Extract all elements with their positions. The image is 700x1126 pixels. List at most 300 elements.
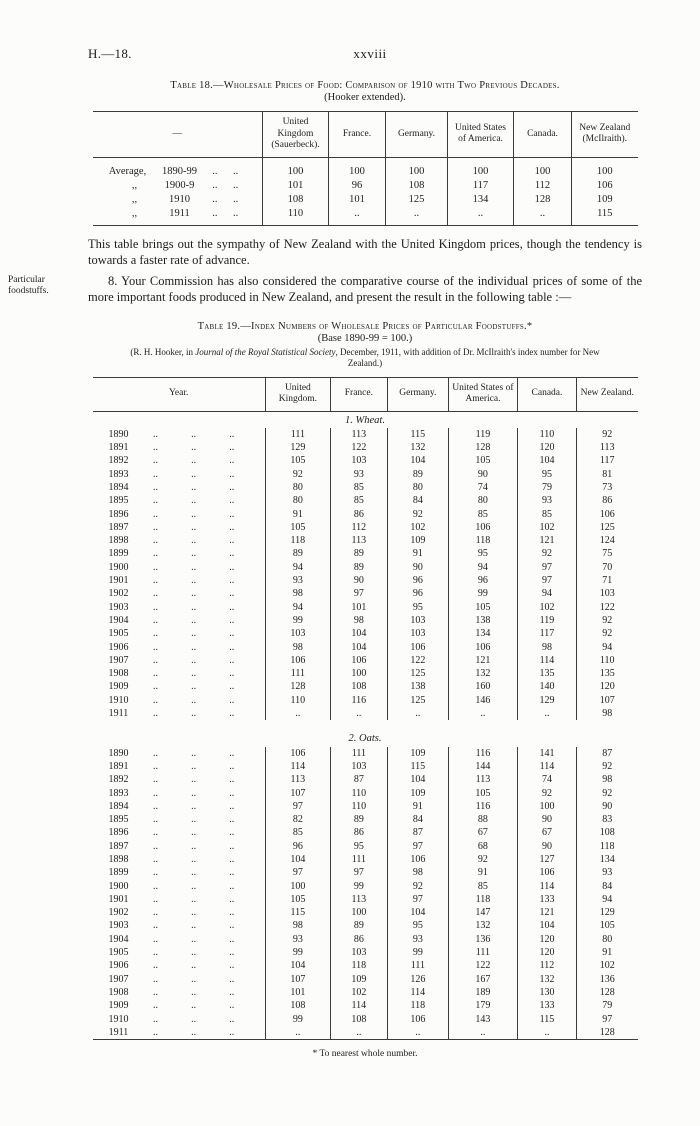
dot-leader: .. [229,601,235,613]
value-cell: .. [387,1026,448,1040]
value-cell: 167 [448,973,517,986]
value-cell: 117 [517,627,576,640]
value-cell: 100 [263,157,329,179]
year-label: 1896 [108,827,129,839]
value-cell: 94 [265,561,330,574]
dot-leader: .. [229,455,235,467]
value-cell: 85 [517,508,576,521]
dot-leader: .. [229,920,235,932]
value-cell: 105 [265,893,330,906]
table19-row [93,667,638,680]
dot-leader: .. [153,933,159,945]
value-cell: 95 [448,547,517,560]
year-cell [93,919,265,932]
value-cell: 146 [448,694,517,707]
value-cell: 106 [265,654,330,667]
table19-row [93,853,638,866]
value-cell: 109 [330,973,387,986]
value-cell: 110 [517,428,576,441]
dot-leader: .. [153,508,159,520]
value-cell: 86 [330,826,387,839]
value-cell: 84 [387,494,448,507]
year-cell [93,707,265,720]
year-label: 1908 [108,986,129,998]
value-cell: 108 [386,179,448,193]
value-cell: 79 [576,999,637,1012]
dot-leader: .. [191,867,197,879]
dot-leader: .. [191,508,197,520]
value-cell: 120 [517,441,576,454]
dot-leader: .. [153,814,159,826]
year-label: 1909 [108,681,129,693]
dot-leader: .. [153,535,159,547]
year-cell [93,454,265,467]
value-cell: 134 [576,853,637,866]
value-cell: 113 [448,773,517,786]
value-cell: 98 [265,641,330,654]
year-cell [93,521,265,534]
value-cell: 99 [387,946,448,959]
value-cell: 104 [387,454,448,467]
row-label-prefix: Average, [108,165,147,177]
value-cell: 101 [263,179,329,193]
dot-leader: .. [229,588,235,600]
table19-row [93,1026,638,1040]
year-cell [93,893,265,906]
value-cell: 99 [265,614,330,627]
dot-leader: .. [153,760,159,772]
value-cell: 121 [517,906,576,919]
year-label: 1891 [108,442,129,454]
dot-leader: .. [191,760,197,772]
dot-leader: .. [153,708,159,720]
value-cell: 122 [576,601,637,614]
dot-leader: .. [229,681,235,693]
table18-row [93,207,638,226]
dot-leader: .. [191,428,197,440]
dot-leader: .. [153,973,159,985]
dot-leader: .. [153,920,159,932]
value-cell: 116 [448,747,517,760]
value-cell: 98 [517,641,576,654]
dot-leader: .. [212,165,218,177]
dot-leader: .. [153,880,159,892]
year-cell [93,654,265,667]
dot-leader: .. [229,561,235,573]
value-cell: 118 [576,840,637,853]
year-label: 1905 [108,628,129,640]
paragraph-table18-comment: This table brings out the sympathy of New Zealand with the United Kingdom prices, though the tendency is towards a faster rate of advance. [88,236,642,267]
dot-leader: .. [191,708,197,720]
dot-leader: .. [229,521,235,533]
value-cell: 112 [330,521,387,534]
value-cell: 91 [576,946,637,959]
year-label: 1896 [108,508,129,520]
dot-leader: .. [229,575,235,587]
row-label-period: 1900-9 [164,179,195,191]
value-cell: 112 [517,959,576,972]
dot-leader: .. [229,893,235,905]
year-cell [93,826,265,839]
value-cell: 84 [576,880,637,893]
dot-leader: .. [229,880,235,892]
value-cell: .. [387,707,448,720]
value-cell: 67 [517,826,576,839]
value-cell: 132 [387,441,448,454]
row-label-prefix: ,, [131,179,138,191]
value-cell: 114 [387,986,448,999]
table19-row [93,481,638,494]
value-cell: 93 [387,933,448,946]
year-cell [93,694,265,707]
value-cell: 100 [517,800,576,813]
value-cell: 140 [517,680,576,693]
value-cell: 120 [517,933,576,946]
value-cell: 80 [576,933,637,946]
table18-row [93,157,638,179]
dot-leader: .. [153,601,159,613]
value-cell: 102 [517,601,576,614]
value-cell: 80 [387,481,448,494]
value-cell: 95 [517,468,576,481]
dot-leader: .. [212,207,218,219]
year-cell [93,813,265,826]
value-cell: 108 [576,826,637,839]
value-cell: 113 [576,441,637,454]
year-label: 1900 [108,561,129,573]
value-cell: 93 [265,933,330,946]
value-cell: 114 [517,654,576,667]
year-cell [93,760,265,773]
dot-leader: .. [229,800,235,812]
value-cell: 114 [517,760,576,773]
dot-leader: .. [191,668,197,680]
dot-leader: .. [153,575,159,587]
table19-row [93,707,638,720]
value-cell: 108 [263,193,329,207]
value-cell: 98 [387,866,448,879]
table19-row [93,508,638,521]
value-cell: 94 [576,641,637,654]
dot-leader: .. [153,867,159,879]
value-cell: 119 [517,614,576,627]
value-cell: .. [448,207,514,226]
dot-leader: .. [153,614,159,626]
value-cell: 105 [448,454,517,467]
dot-leader: .. [229,668,235,680]
dot-leader: .. [191,455,197,467]
dot-leader: .. [191,495,197,507]
year-label: 1890 [108,428,129,440]
dot-leader: .. [233,193,239,205]
table18 [93,111,638,226]
value-cell: 86 [330,508,387,521]
dot-leader: .. [229,933,235,945]
value-cell: 110 [265,694,330,707]
value-cell: 104 [517,919,576,932]
dot-leader: .. [153,654,159,666]
table19-col-france: France. [330,377,387,411]
value-cell: 96 [265,840,330,853]
value-cell: 84 [387,813,448,826]
dot-leader: .. [191,947,197,959]
value-cell: 118 [448,534,517,547]
dot-leader: .. [153,1000,159,1012]
value-cell: 129 [265,441,330,454]
value-cell: 125 [387,694,448,707]
value-cell: 132 [448,667,517,680]
value-cell: 136 [576,973,637,986]
dot-leader: .. [191,827,197,839]
value-cell: 109 [572,193,638,207]
table19-col-canada: Canada. [517,377,576,411]
value-cell: 102 [517,521,576,534]
value-cell: .. [265,1026,330,1040]
table18-col-canada: Canada. [514,112,572,158]
year-label: 1906 [108,641,129,653]
value-cell: 92 [517,547,576,560]
table19-row [93,933,638,946]
value-cell: 129 [517,694,576,707]
value-cell: 108 [330,1013,387,1026]
value-cell: 67 [448,826,517,839]
page-header [88,46,642,62]
value-cell: 98 [330,614,387,627]
value-cell: 99 [330,880,387,893]
section-heading: 1. Wheat. [345,414,385,426]
value-cell: 93 [330,468,387,481]
table18-col-uk: United Kingdom (Sauerbeck). [263,112,329,158]
value-cell: 83 [576,813,637,826]
page-number: xxviii [353,46,387,61]
value-cell: 80 [448,494,517,507]
table19-row [93,574,638,587]
value-cell: 110 [330,787,387,800]
row-label-period: 1911 [169,207,190,219]
value-cell: 92 [576,787,637,800]
value-cell: 97 [265,866,330,879]
dot-leader: .. [191,986,197,998]
value-cell: 89 [387,468,448,481]
year-cell [93,547,265,560]
value-cell: 103 [387,627,448,640]
value-cell: 125 [576,521,637,534]
year-cell [93,986,265,999]
value-cell: 135 [576,667,637,680]
dot-leader: .. [229,854,235,865]
value-cell: 97 [330,587,387,600]
value-cell: 106 [448,641,517,654]
value-cell: 92 [517,787,576,800]
value-cell: 115 [572,207,638,226]
value-cell: 82 [265,813,330,826]
dot-leader: .. [233,165,239,177]
year-cell [93,800,265,813]
value-cell: 106 [387,853,448,866]
value-cell: 107 [576,694,637,707]
value-cell: 97 [387,893,448,906]
value-cell: 97 [387,840,448,853]
value-cell: 132 [517,973,576,986]
value-cell: 106 [448,521,517,534]
value-cell: 106 [387,1013,448,1026]
value-cell: 92 [576,760,637,773]
dot-leader: .. [229,840,235,852]
year-label: 1898 [108,535,129,547]
value-cell: 100 [265,880,330,893]
row-label [93,158,263,179]
year-label: 1910 [108,694,129,706]
dot-leader: .. [191,854,197,865]
row-label-prefix: ,, [131,193,138,205]
year-label: 1899 [108,867,129,879]
value-cell: 133 [517,893,576,906]
table19-row [93,880,638,893]
value-cell: 91 [387,547,448,560]
dot-leader: .. [233,179,239,191]
value-cell: 124 [576,534,637,547]
value-cell: 113 [330,893,387,906]
dot-leader: .. [229,827,235,839]
value-cell: 128 [576,986,637,999]
section-heading-row [93,720,638,746]
table19-row [93,494,638,507]
value-cell: 113 [330,534,387,547]
year-cell [93,667,265,680]
value-cell: 98 [265,587,330,600]
dot-leader: .. [229,468,235,480]
dot-leader: .. [229,1026,235,1038]
dot-leader: .. [229,442,235,454]
value-cell: 85 [448,508,517,521]
value-cell: .. [517,1026,576,1040]
value-cell: 70 [576,561,637,574]
dot-leader: .. [229,481,235,493]
year-cell [93,946,265,959]
value-cell: 100 [330,906,387,919]
table19-row [93,441,638,454]
value-cell: 95 [387,919,448,932]
table19-row [93,919,638,932]
year-cell [93,641,265,654]
year-label: 1909 [108,1000,129,1012]
value-cell: 114 [330,999,387,1012]
value-cell: 80 [265,481,330,494]
row-label [93,179,263,193]
year-label: 1904 [108,933,129,945]
dot-leader: .. [191,1026,197,1038]
dot-leader: .. [191,880,197,892]
dot-leader: .. [153,588,159,600]
dot-leader: .. [212,193,218,205]
value-cell: 119 [448,428,517,441]
table19-row [93,747,638,760]
value-cell: 115 [265,906,330,919]
value-cell: 85 [330,494,387,507]
value-cell: 129 [576,906,637,919]
table19 [93,377,638,1041]
table19-row [93,454,638,467]
value-cell: 101 [329,193,386,207]
value-cell: .. [514,207,572,226]
year-cell [93,494,265,507]
dot-leader: .. [229,973,235,985]
value-cell: 92 [576,428,637,441]
value-cell: 87 [576,747,637,760]
value-cell: 114 [265,760,330,773]
dot-leader: .. [153,960,159,972]
value-cell: 122 [448,959,517,972]
value-cell: 118 [387,999,448,1012]
table19-title: Table 19.—Index Numbers of Wholesale Prices of Particular Foodstuffs.* [197,320,533,332]
year-cell [93,840,265,853]
value-cell: 68 [448,840,517,853]
dot-leader: .. [191,933,197,945]
value-cell: 103 [330,760,387,773]
dot-leader: .. [191,973,197,985]
value-cell: 85 [330,481,387,494]
value-cell: 97 [517,574,576,587]
dot-leader: .. [191,614,197,626]
table19-row [93,521,638,534]
table18-col-nz: New Zealand (McIlraith). [572,112,638,158]
year-cell [93,561,265,574]
dot-leader: .. [191,907,197,919]
value-cell: 89 [265,547,330,560]
table19-row [93,946,638,959]
value-cell: 130 [517,986,576,999]
value-cell: 102 [330,986,387,999]
year-cell [93,959,265,972]
section-heading: 2. Oats. [348,733,382,745]
value-cell: 108 [330,680,387,693]
table19-row [93,561,638,574]
value-cell: 111 [330,853,387,866]
dot-leader: .. [229,947,235,959]
value-cell: 106 [330,654,387,667]
value-cell: 144 [448,760,517,773]
value-cell: .. [448,707,517,720]
value-cell: 85 [448,880,517,893]
table19-row [93,973,638,986]
value-cell: 97 [265,800,330,813]
dot-leader: .. [191,601,197,613]
year-label: 1905 [108,947,129,959]
year-label: 1911 [108,708,129,720]
table19-row [93,680,638,693]
table19-body [93,411,638,1040]
dot-leader: .. [153,774,159,786]
value-cell: 104 [387,906,448,919]
dot-leader: .. [229,614,235,626]
source-pre: (R. H. Hooker, in [130,346,196,357]
value-cell: 128 [576,1026,637,1040]
year-label: 1902 [108,588,129,600]
table18-body [93,157,638,225]
dot-leader: .. [191,641,197,653]
year-label: 1893 [108,787,129,799]
year-cell [93,866,265,879]
year-label: 1892 [108,455,129,467]
value-cell: 104 [330,641,387,654]
table19-row [93,601,638,614]
value-cell: 95 [387,601,448,614]
value-cell: 98 [576,707,637,720]
value-cell: 104 [387,773,448,786]
dot-leader: .. [153,747,159,759]
year-cell [93,587,265,600]
value-cell: 118 [265,534,330,547]
